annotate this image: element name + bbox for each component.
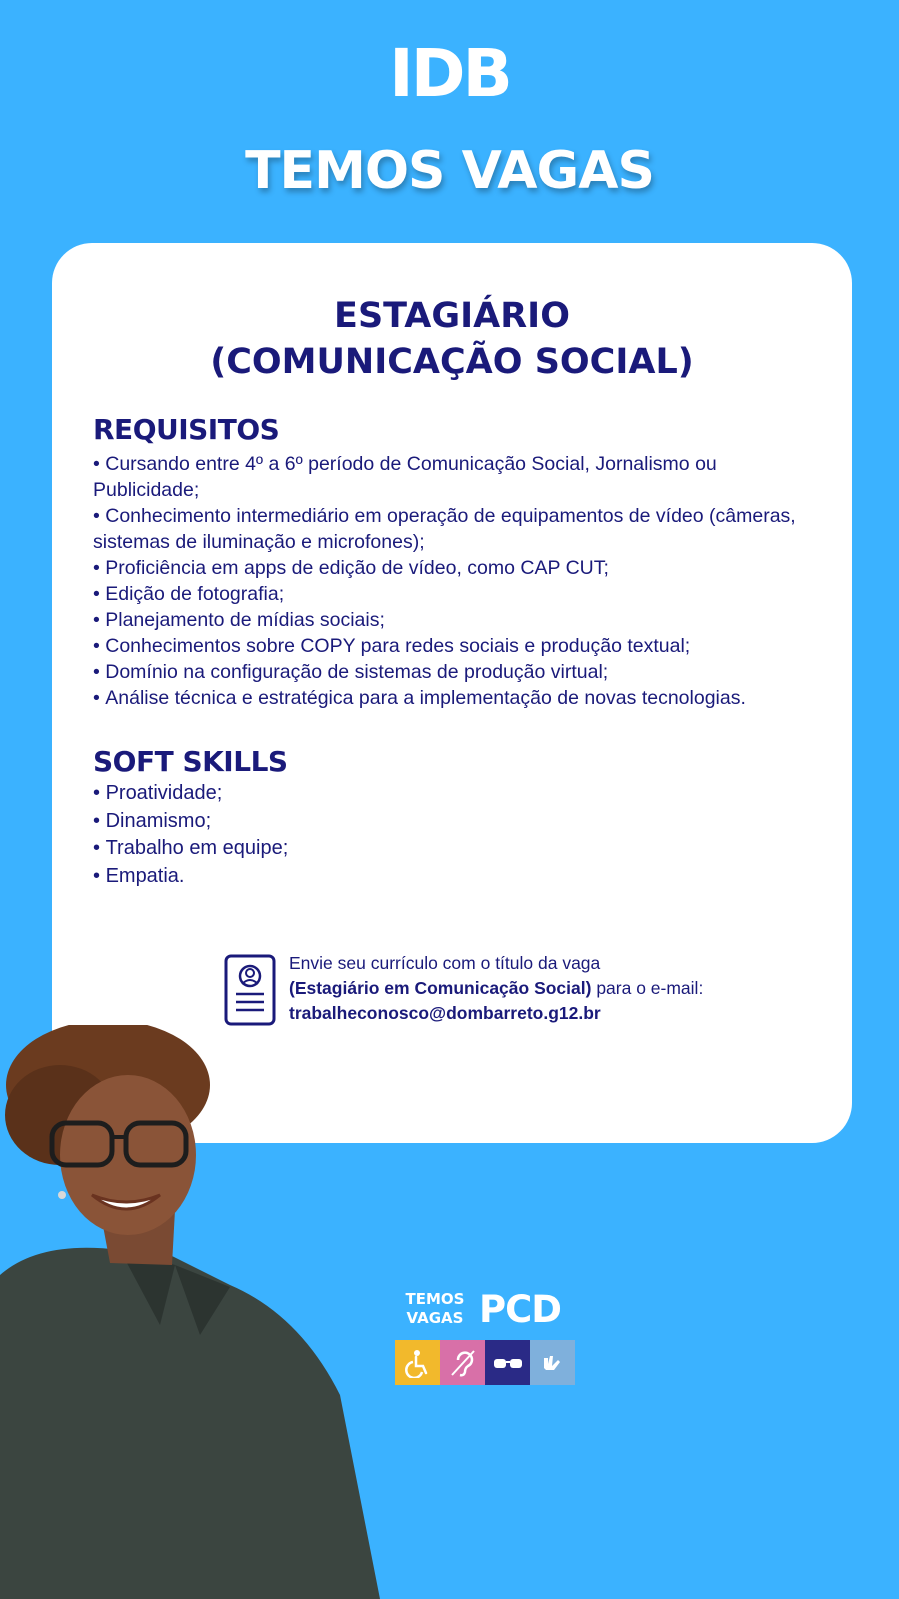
list-item: • Conhecimentos sobre COPY para redes sociais e produção textual;	[93, 633, 813, 659]
pcd-title: PCD	[479, 1288, 561, 1331]
list-item: • Empatia.	[93, 863, 813, 891]
list-item: • Trabalho em equipe;	[93, 835, 813, 863]
soft-skills-list	[93, 780, 813, 890]
requirements-list	[93, 451, 813, 711]
visual-impairment-icon	[485, 1340, 530, 1385]
list-item: • Cursando entre 4º a 6º período de Comunicação Social, Jornalismo ou Publicidade;	[93, 451, 813, 503]
requirements-title: REQUISITOS	[93, 413, 280, 446]
job-title-line2: (COMUNICAÇÃO SOCIAL)	[210, 342, 694, 382]
contact-block	[224, 951, 784, 1031]
headline: TEMOS VAGAS	[245, 141, 654, 201]
contact-text	[289, 951, 779, 1026]
job-reference: (Estagiário em Comunicação Social)	[289, 978, 592, 998]
list-item: • Domínio na configuração de sistemas de produção virtual;	[93, 659, 813, 685]
person-photo	[0, 1025, 400, 1599]
job-title-line1: ESTAGIÁRIO	[334, 296, 570, 336]
contact-line1: Envie seu currículo com o título da vaga	[289, 953, 601, 973]
brand-logo: IDB	[389, 35, 510, 112]
list-item: • Edição de fotografia;	[93, 581, 813, 607]
wheelchair-icon	[395, 1340, 440, 1385]
list-item: • Dinamismo;	[93, 808, 813, 836]
list-item: • Proficiência em apps de edição de vídeo, como CAP CUT;	[93, 555, 813, 581]
job-card	[52, 243, 852, 1143]
hearing-icon	[440, 1340, 485, 1385]
pcd-small-line1: TEMOS	[405, 1290, 465, 1308]
list-item: • Proatividade;	[93, 780, 813, 808]
contact-line2-suffix: para o e-mail:	[591, 978, 704, 998]
accessibility-icons	[395, 1340, 575, 1385]
job-title	[52, 293, 852, 385]
pcd-small-line2: VAGAS	[406, 1309, 464, 1327]
pcd-small-text	[395, 1290, 475, 1328]
list-item: • Planejamento de mídias sociais;	[93, 607, 813, 633]
list-item: • Análise técnica e estratégica para a implementação de novas tecnologias.	[93, 685, 813, 711]
sign-language-icon	[530, 1340, 575, 1385]
pcd-badge	[395, 1290, 580, 1386]
contact-email[interactable]	[289, 1001, 779, 1026]
contact-line2	[289, 976, 779, 1001]
resume-icon	[224, 954, 276, 1026]
list-item: • Conhecimento intermediário em operação de equipamentos de vídeo (câmeras, sistemas de iluminação e microfones);	[93, 503, 813, 555]
email-text: trabalheconosco@dombarreto.g12.br	[289, 1003, 601, 1023]
soft-skills-title: SOFT SKILLS	[93, 745, 288, 778]
